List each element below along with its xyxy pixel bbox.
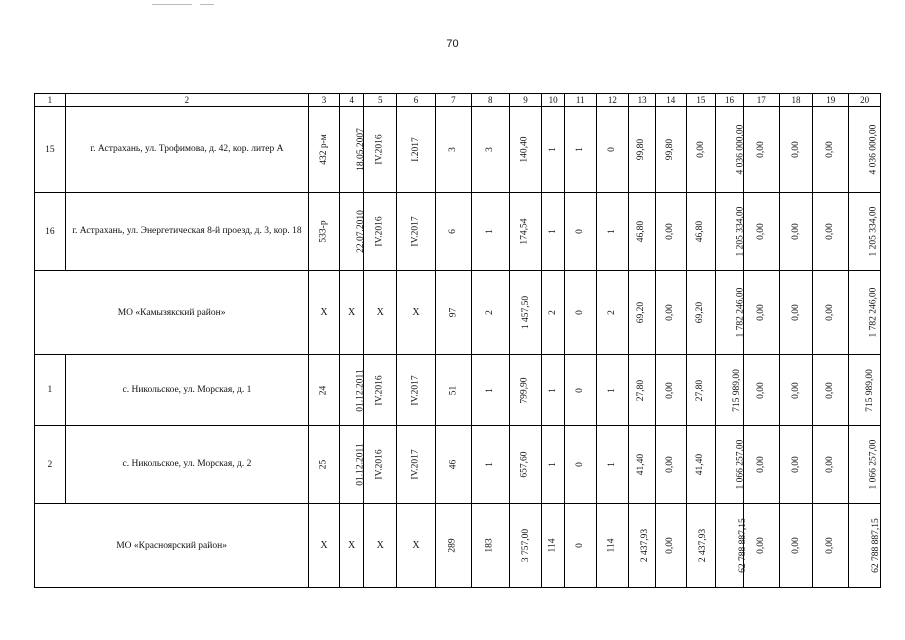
cell-value: 0,00 bbox=[755, 381, 766, 399]
cell-value: 1 205 334,00 bbox=[868, 206, 879, 257]
cell-3 bbox=[309, 193, 340, 271]
cell-value: 4 036 000,00 bbox=[868, 124, 879, 175]
cell-11 bbox=[564, 271, 596, 355]
column-header: 20 bbox=[849, 94, 881, 107]
cell-12 bbox=[596, 355, 629, 426]
cell-5 bbox=[364, 504, 397, 588]
cell-value: 0,00 bbox=[665, 456, 676, 473]
cell-value: 0,00 bbox=[665, 381, 676, 399]
cell-13 bbox=[629, 355, 656, 426]
cell-value: X bbox=[376, 307, 384, 318]
data-table bbox=[34, 93, 881, 588]
cell-7 bbox=[435, 271, 471, 355]
cell-value: 3 bbox=[447, 147, 458, 152]
cell-value: 51 bbox=[447, 385, 458, 395]
cell-value: X bbox=[347, 540, 356, 551]
address-cell: с. Никольское, ул. Морская, д. 2 bbox=[65, 426, 308, 504]
column-header: 12 bbox=[596, 94, 629, 107]
cell-12 bbox=[596, 271, 629, 355]
cell-value: 0 bbox=[574, 543, 585, 548]
cell-11 bbox=[564, 355, 596, 426]
cell-19 bbox=[813, 107, 849, 193]
cell-value: 174,54 bbox=[519, 218, 530, 245]
cell-17 bbox=[743, 271, 779, 355]
cell-value: 0,00 bbox=[755, 537, 766, 554]
cell-value: 6 bbox=[447, 229, 458, 234]
column-header: 15 bbox=[686, 94, 716, 107]
cell-value: 0,00 bbox=[825, 223, 836, 240]
cell-13 bbox=[629, 271, 656, 355]
cell-value: 0,00 bbox=[665, 537, 676, 554]
cell-value: 799,90 bbox=[519, 376, 530, 404]
cell-value: 1 bbox=[574, 147, 585, 152]
table-row bbox=[35, 107, 881, 193]
cell-20 bbox=[849, 504, 881, 588]
cell-6 bbox=[397, 193, 436, 271]
cell-13 bbox=[629, 426, 656, 504]
cell-19 bbox=[813, 271, 849, 355]
cell-value: 0,00 bbox=[755, 223, 766, 240]
cell-11 bbox=[564, 193, 596, 271]
cell-value: 114 bbox=[547, 538, 558, 553]
cell-value: 25 bbox=[318, 459, 329, 470]
cell-5 bbox=[364, 193, 397, 271]
cell-value: 22.07.2010 bbox=[355, 210, 366, 253]
cell-15 bbox=[686, 107, 716, 193]
cell-15 bbox=[686, 504, 716, 588]
address-cell: с. Никольское, ул. Морская, д. 1 bbox=[65, 355, 308, 426]
cell-17 bbox=[743, 426, 779, 504]
cell-value: 1 bbox=[547, 147, 558, 152]
cell-value: IV.2017 bbox=[410, 374, 421, 406]
column-header: 18 bbox=[779, 94, 813, 107]
cell-value: 41,40 bbox=[636, 453, 647, 476]
column-header: 3 bbox=[309, 94, 340, 107]
cell-17 bbox=[743, 193, 779, 271]
group-row bbox=[35, 271, 881, 355]
cell-value: 1 bbox=[606, 229, 617, 234]
cell-value: 0,00 bbox=[825, 141, 836, 158]
cell-4 bbox=[339, 355, 364, 426]
cell-value: 183 bbox=[484, 538, 495, 553]
column-header: 14 bbox=[655, 94, 686, 107]
cell-value: 99,80 bbox=[665, 138, 676, 161]
cell-16 bbox=[716, 426, 744, 504]
cell-19 bbox=[813, 355, 849, 426]
cell-16 bbox=[716, 355, 744, 426]
cell-10 bbox=[542, 107, 565, 193]
cell-8 bbox=[471, 107, 509, 193]
cell-value: 657,60 bbox=[519, 451, 530, 478]
cell-5 bbox=[364, 107, 397, 193]
cell-value: 0 bbox=[606, 147, 617, 152]
group-row bbox=[35, 504, 881, 588]
cell-11 bbox=[564, 504, 596, 588]
cell-value: 0 bbox=[574, 387, 585, 393]
cell-9 bbox=[509, 426, 542, 504]
cell-value: IV.2017 bbox=[410, 449, 421, 480]
cell-17 bbox=[743, 107, 779, 193]
column-header: 19 bbox=[813, 94, 849, 107]
cell-3 bbox=[309, 107, 340, 193]
column-header: 4 bbox=[339, 94, 364, 107]
cell-6 bbox=[397, 107, 436, 193]
cell-value: 0,00 bbox=[755, 141, 766, 158]
column-header: 2 bbox=[65, 94, 308, 107]
cell-7 bbox=[435, 504, 471, 588]
column-header: 13 bbox=[629, 94, 656, 107]
cell-value: X bbox=[347, 307, 356, 318]
cell-4 bbox=[339, 271, 364, 355]
cell-10 bbox=[542, 355, 565, 426]
cell-value: X bbox=[412, 307, 420, 318]
page-number: 70 bbox=[446, 38, 459, 50]
cell-value: 2 bbox=[547, 310, 558, 315]
cell-12 bbox=[596, 193, 629, 271]
cell-5 bbox=[364, 271, 397, 355]
cell-value: 1 bbox=[606, 462, 617, 467]
cell-value: 0,00 bbox=[825, 537, 836, 554]
cell-18 bbox=[779, 107, 813, 193]
cell-9 bbox=[509, 504, 542, 588]
cell-value: 1 205 334,00 bbox=[735, 206, 746, 257]
cell-value: 140,40 bbox=[519, 136, 530, 163]
group-name: МО «Красноярский район» bbox=[35, 504, 309, 588]
cell-18 bbox=[779, 193, 813, 271]
cell-12 bbox=[596, 107, 629, 193]
cell-value: 99,80 bbox=[636, 138, 647, 161]
group-name: МО «Камызякский район» bbox=[35, 271, 309, 355]
cell-value: I.2017 bbox=[410, 137, 421, 162]
cell-value: 0,00 bbox=[790, 537, 801, 554]
scan-mark bbox=[152, 4, 192, 5]
cell-19 bbox=[813, 426, 849, 504]
cell-20 bbox=[849, 355, 881, 426]
cell-value: 01.12.2011 bbox=[355, 368, 366, 412]
cell-13 bbox=[629, 193, 656, 271]
cell-value: 1 066 257,00 bbox=[868, 439, 879, 490]
cell-value: IV.2017 bbox=[410, 216, 421, 247]
cell-9 bbox=[509, 355, 542, 426]
cell-value: 1 782 246,00 bbox=[868, 287, 879, 338]
cell-6 bbox=[397, 271, 436, 355]
cell-value: 0,00 bbox=[665, 223, 676, 240]
cell-value: 46,80 bbox=[695, 220, 706, 243]
cell-10 bbox=[542, 426, 565, 504]
header-row bbox=[35, 94, 881, 107]
cell-value: 24 bbox=[318, 385, 329, 395]
cell-value: 0,00 bbox=[790, 304, 801, 321]
cell-13 bbox=[629, 107, 656, 193]
column-header: 6 bbox=[397, 94, 436, 107]
cell-value: X bbox=[376, 540, 384, 551]
cell-value: 715 989,00 bbox=[865, 368, 876, 412]
cell-15 bbox=[686, 193, 716, 271]
scan-mark bbox=[200, 4, 214, 5]
cell-14 bbox=[655, 107, 686, 193]
cell-13 bbox=[629, 504, 656, 588]
cell-15 bbox=[686, 426, 716, 504]
cell-value: 2 437,93 bbox=[640, 528, 651, 563]
address-cell: г. Астрахань, ул. Трофимова, д. 42, кор. литер А bbox=[65, 107, 308, 193]
cell-value: 2 bbox=[606, 310, 617, 315]
table-row bbox=[35, 426, 881, 504]
cell-3 bbox=[309, 355, 340, 426]
cell-7 bbox=[435, 107, 471, 193]
column-header: 8 bbox=[471, 94, 509, 107]
address-cell: г. Астрахань, ул. Энергетическая 8-й проезд, д. 3, кор. 18 bbox=[65, 193, 308, 271]
cell-value: 69,20 bbox=[636, 301, 647, 324]
cell-10 bbox=[542, 271, 565, 355]
cell-value: 1 bbox=[547, 462, 558, 467]
cell-3 bbox=[309, 426, 340, 504]
cell-value: 0,00 bbox=[825, 304, 836, 321]
cell-12 bbox=[596, 426, 629, 504]
cell-value: 0,00 bbox=[755, 304, 766, 321]
cell-16 bbox=[716, 193, 744, 271]
cell-value: 2 437,93 bbox=[697, 528, 708, 563]
cell-5 bbox=[364, 355, 397, 426]
cell-value: 0,00 bbox=[755, 456, 766, 473]
cell-11 bbox=[564, 107, 596, 193]
table-row bbox=[35, 193, 881, 271]
cell-value: 97 bbox=[447, 307, 458, 318]
cell-value: IV.2016 bbox=[374, 134, 385, 165]
cell-20 bbox=[849, 271, 881, 355]
cell-4 bbox=[339, 426, 364, 504]
cell-value: 0 bbox=[574, 310, 585, 315]
cell-14 bbox=[655, 193, 686, 271]
cell-15 bbox=[686, 271, 716, 355]
cell-7 bbox=[435, 355, 471, 426]
cell-value: 533-р bbox=[318, 220, 329, 243]
cell-6 bbox=[397, 426, 436, 504]
cell-value: IV.2016 bbox=[374, 374, 385, 406]
row-number: 1 bbox=[35, 355, 66, 426]
cell-7 bbox=[435, 193, 471, 271]
row-number: 2 bbox=[35, 426, 66, 504]
column-header: 1 bbox=[35, 94, 66, 107]
cell-20 bbox=[849, 426, 881, 504]
cell-9 bbox=[509, 271, 542, 355]
cell-14 bbox=[655, 355, 686, 426]
cell-value: IV.2016 bbox=[374, 449, 385, 480]
cell-value: 18.05.2007 bbox=[355, 128, 366, 171]
cell-value: 0,00 bbox=[825, 456, 836, 473]
cell-3 bbox=[309, 271, 340, 355]
cell-4 bbox=[339, 504, 364, 588]
cell-value: 0,00 bbox=[790, 223, 801, 240]
cell-value: 114 bbox=[606, 538, 617, 553]
cell-9 bbox=[509, 107, 542, 193]
cell-value: 46 bbox=[447, 459, 458, 470]
cell-14 bbox=[655, 504, 686, 588]
column-header: 9 bbox=[509, 94, 542, 107]
cell-18 bbox=[779, 504, 813, 588]
cell-8 bbox=[471, 193, 509, 271]
cell-value: X bbox=[320, 307, 328, 318]
cell-value: 1 bbox=[547, 387, 558, 393]
cell-value: 0,00 bbox=[790, 456, 801, 473]
cell-20 bbox=[849, 107, 881, 193]
cell-16 bbox=[716, 271, 744, 355]
cell-value: 0,00 bbox=[695, 141, 706, 158]
cell-16 bbox=[716, 107, 744, 193]
cell-value: 1 bbox=[547, 229, 558, 234]
cell-6 bbox=[397, 504, 436, 588]
cell-15 bbox=[686, 355, 716, 426]
cell-14 bbox=[655, 271, 686, 355]
cell-3 bbox=[309, 504, 340, 588]
cell-value: 46,80 bbox=[636, 220, 647, 243]
cell-value: 1 bbox=[484, 229, 495, 234]
cell-value: 41,40 bbox=[695, 453, 706, 476]
row-number: 16 bbox=[35, 193, 66, 271]
cell-value: 0 bbox=[574, 462, 585, 467]
cell-value: IV.2016 bbox=[374, 216, 385, 247]
cell-value: 289 bbox=[447, 538, 458, 553]
cell-value: 0 bbox=[574, 229, 585, 234]
cell-9 bbox=[509, 193, 542, 271]
column-header: 16 bbox=[716, 94, 744, 107]
cell-16 bbox=[716, 504, 749, 588]
cell-12 bbox=[596, 504, 629, 588]
cell-4 bbox=[339, 107, 364, 193]
cell-7 bbox=[435, 426, 471, 504]
cell-19 bbox=[813, 504, 849, 588]
cell-value: 62 788 887,15 bbox=[870, 518, 881, 573]
cell-value: 2 bbox=[484, 310, 495, 315]
cell-18 bbox=[779, 426, 813, 504]
column-header: 7 bbox=[435, 94, 471, 107]
table-row bbox=[35, 355, 881, 426]
cell-value: 0,00 bbox=[790, 141, 801, 158]
cell-20 bbox=[849, 193, 881, 271]
cell-value: X bbox=[412, 540, 420, 551]
cell-value: 01.12.2011 bbox=[355, 443, 366, 486]
cell-10 bbox=[542, 504, 565, 588]
cell-value: X bbox=[320, 540, 328, 551]
column-header: 10 bbox=[542, 94, 565, 107]
cell-18 bbox=[779, 355, 813, 426]
cell-8 bbox=[471, 355, 509, 426]
cell-4 bbox=[339, 193, 364, 271]
cell-value: 27,80 bbox=[636, 379, 647, 401]
cell-value: 1 782 246,00 bbox=[735, 287, 746, 338]
column-header: 5 bbox=[364, 94, 397, 107]
cell-value: 1 bbox=[606, 387, 617, 393]
cell-value: 4 036 000,00 bbox=[735, 124, 746, 175]
cell-value: 1 bbox=[484, 462, 495, 467]
cell-10 bbox=[542, 193, 565, 271]
column-header: 17 bbox=[743, 94, 779, 107]
cell-value: 62 788 887,15 bbox=[738, 518, 749, 573]
cell-value: 3 bbox=[484, 147, 495, 152]
cell-value: 0,00 bbox=[790, 381, 801, 399]
cell-8 bbox=[471, 271, 509, 355]
cell-6 bbox=[397, 355, 436, 426]
cell-value: 432 р-м bbox=[318, 134, 329, 165]
cell-11 bbox=[564, 426, 596, 504]
cell-value: 715 989,00 bbox=[732, 368, 743, 412]
cell-19 bbox=[813, 193, 849, 271]
cell-value: 1 bbox=[484, 387, 495, 393]
cell-8 bbox=[471, 426, 509, 504]
row-number: 15 bbox=[35, 107, 66, 193]
column-header: 11 bbox=[564, 94, 596, 107]
cell-value: 1 457,50 bbox=[520, 295, 531, 330]
cell-value: 3 757,00 bbox=[520, 528, 531, 563]
cell-8 bbox=[471, 504, 509, 588]
cell-value: 1 066 257,00 bbox=[735, 439, 746, 490]
cell-5 bbox=[364, 426, 397, 504]
cell-value: 27,80 bbox=[695, 379, 706, 401]
cell-18 bbox=[779, 271, 813, 355]
cell-value: 69,20 bbox=[695, 301, 706, 324]
cell-value: 0,00 bbox=[665, 304, 676, 321]
cell-14 bbox=[655, 426, 686, 504]
cell-value: 0,00 bbox=[825, 381, 836, 399]
cell-17 bbox=[743, 355, 779, 426]
